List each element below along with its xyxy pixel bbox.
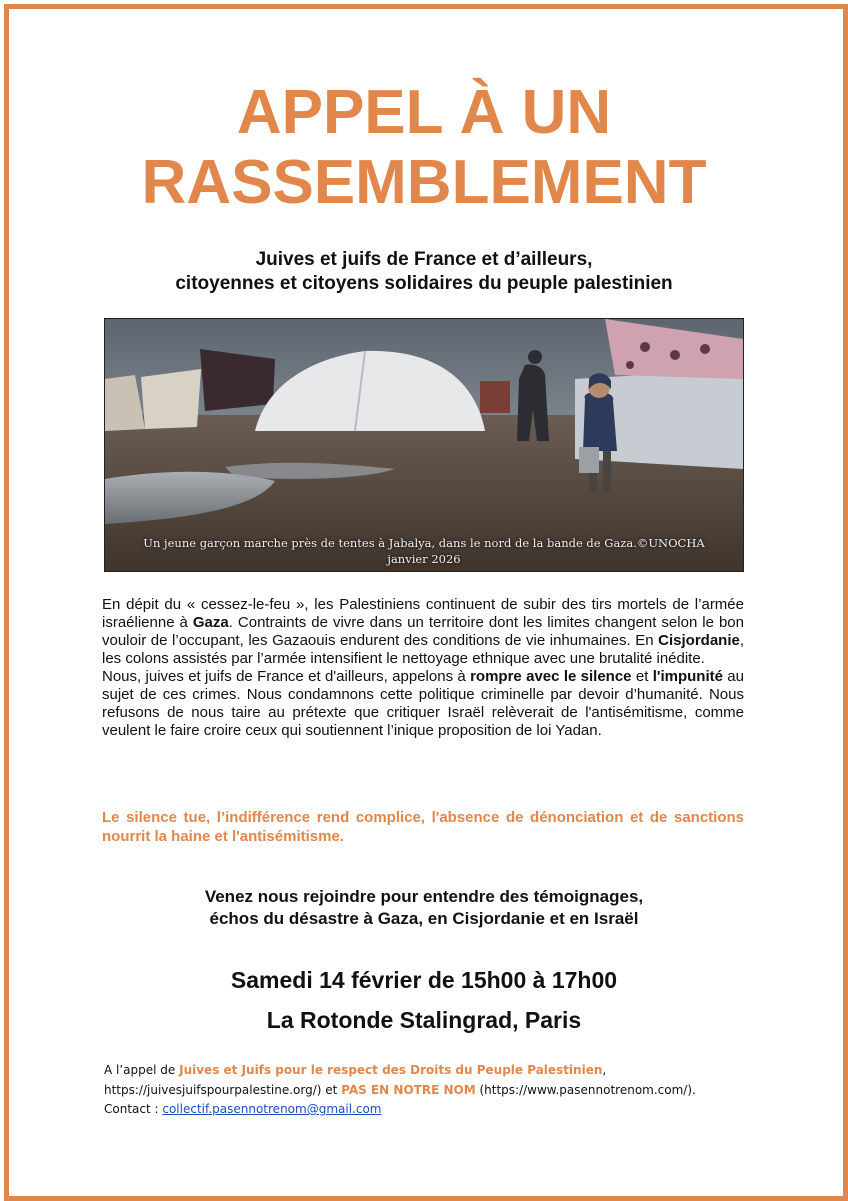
tent-red bbox=[480, 381, 510, 413]
boy-leg bbox=[603, 451, 611, 493]
page-title bbox=[0, 78, 848, 218]
invite-line-1: Venez nous rejoindre pour entendre des témoignages, bbox=[204, 887, 644, 906]
event-details bbox=[0, 960, 848, 1040]
text-run: Nous, juives et juifs de France et d'ailleurs, appelons à bbox=[102, 668, 471, 685]
event-date: Samedi 14 février de 15h00 à 17h00 bbox=[230, 967, 618, 993]
adult-head bbox=[528, 350, 542, 364]
footer-comma: , bbox=[602, 1063, 607, 1077]
text-run: au sujet de ces crimes. Nous condamnons cette politique criminelle par devoir d’humanité. Nous refusons de nous taire au prétexte que critiquer Israël relèverait de l'antisémitisme, comme veulent le faire croire ceux qui soutiennent l’inique proposition de loi Yadan. bbox=[102, 668, 744, 739]
paragraph-2 bbox=[102, 668, 744, 740]
gaza-camp-photo bbox=[104, 318, 744, 572]
contact-email-link[interactable]: collectif.pasennotrenom@gmail.com bbox=[162, 1102, 382, 1116]
text-run: . Contraints de vivre dans un territoire dont les limites changent selon le bon vouloir de l’occupant, les Gazaouis endurent des conditions de vie inhumaines. En bbox=[102, 614, 744, 649]
subtitle-line-2: citoyennes et citoyens solidaires du peuple palestinien bbox=[175, 273, 673, 294]
text-run: En dépit du « cessez-le-feu », les Palestiniens continuent de subir des tirs mortels de l’armée israélienne à bbox=[102, 596, 744, 631]
caption-line-2: janvier 2026 bbox=[387, 552, 461, 566]
org-url-pas-en-notre-nom: (https://www.pasennotrenom.com/). bbox=[475, 1082, 696, 1097]
org-url-jjrdpp: https://juivesjuifspourpalestine.org/) bbox=[104, 1082, 322, 1097]
paragraph-1 bbox=[102, 596, 744, 668]
text-run: , les colons assistés par l’armée intensifient le nettoyage ethnique avec une brutalité inédite. bbox=[102, 632, 744, 667]
photo-caption bbox=[105, 535, 743, 567]
bold-impunite: l'impunité bbox=[652, 668, 723, 685]
org-name-jjrdpp: Juives et Juifs pour le respect des Droits du Peuple Palestinien bbox=[179, 1063, 603, 1077]
bold-gaza: Gaza bbox=[192, 614, 229, 631]
footer bbox=[104, 1061, 764, 1120]
photo-illustration bbox=[105, 319, 743, 571]
tent-cloth bbox=[141, 369, 201, 429]
subtitle bbox=[0, 248, 848, 296]
footer-et: et bbox=[321, 1082, 342, 1097]
invite-line-2: échos du désastre à Gaza, en Cisjordanie et en Israël bbox=[209, 909, 639, 928]
tarp-dot bbox=[700, 344, 710, 354]
tin-can bbox=[579, 447, 599, 473]
org-name-pas-en-notre-nom: PAS EN NOTRE NOM bbox=[341, 1082, 476, 1097]
event-location: La Rotonde Stalingrad, Paris bbox=[266, 1007, 582, 1033]
tarp-dot bbox=[670, 350, 680, 360]
bold-silence: rompre avec le silence bbox=[470, 668, 632, 685]
tarp-dot bbox=[640, 342, 650, 352]
tarp-dark bbox=[200, 349, 275, 411]
tarp-dot bbox=[626, 361, 634, 369]
contact-label: Contact : bbox=[104, 1102, 163, 1116]
body-text bbox=[102, 596, 744, 740]
bold-cisjordanie: Cisjordanie bbox=[658, 632, 740, 649]
text-run: et bbox=[631, 668, 653, 685]
footer-prefix: A l’appel de bbox=[104, 1063, 180, 1077]
caption-line-1: Un jeune garçon marche près de tentes à Jabalya, dans le nord de la bande de Gaza.©UNOCHA bbox=[143, 536, 705, 550]
boy-jacket bbox=[583, 392, 617, 451]
invitation bbox=[0, 886, 848, 930]
title-line-1: APPEL À UN bbox=[236, 78, 612, 147]
subtitle-line-1: Juives et juifs de France et d’ailleurs, bbox=[255, 249, 593, 270]
title-line-2: RASSEMBLEMENT bbox=[141, 148, 707, 217]
callout-text: Le silence tue, l’indifférence rend complice, l'absence de dénonciation et de sanctions nourrit la haine et l'antisémitisme. bbox=[102, 809, 744, 845]
